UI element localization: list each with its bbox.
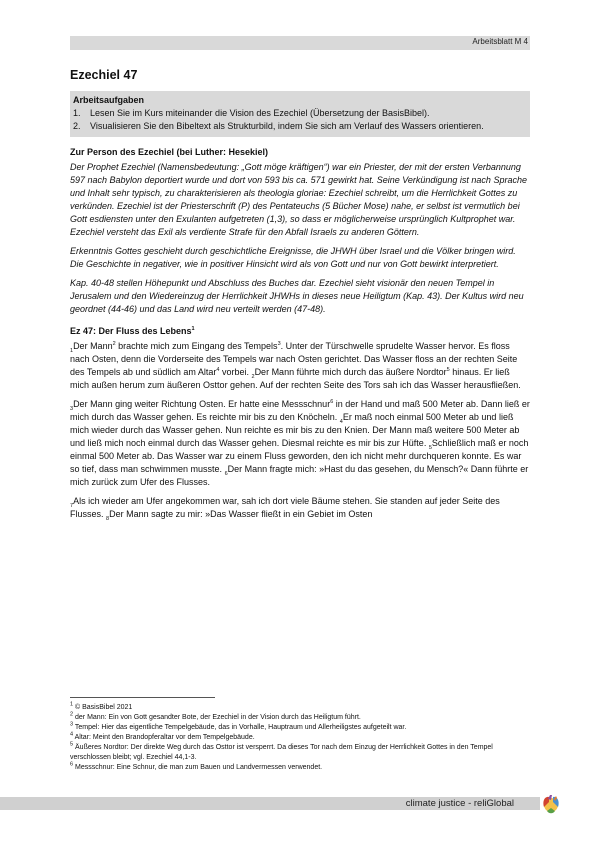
verse-number: 1 (70, 347, 74, 354)
verse-number: 4 (339, 418, 343, 425)
bible-text: Der Mann führte mich durch das äußere Nordtor (254, 367, 447, 377)
footnote-ref: 1 (191, 326, 195, 332)
main-content (70, 68, 530, 527)
footnote-ref: 2 (112, 341, 116, 347)
footer-bar (0, 797, 540, 810)
footnote-text: © BasisBibel 2021 (75, 704, 133, 711)
footnote-number: 6 (70, 761, 74, 768)
footnote (70, 703, 530, 713)
footnote-text: Messschnur: Eine Schnur, die man zum Bauen und Landvermessen verwendet. (75, 764, 323, 771)
task-item (73, 120, 527, 133)
bible-text: in der Hand und maß 500 Meter ab. Dann ließ er mich durch das Wasser gehen. Es reichte mir bis zu den Knöcheln. (70, 399, 530, 422)
footnote-number: 1 (70, 701, 74, 708)
river-heading (70, 326, 530, 336)
task-text: Visualisieren Sie den Bibeltext als Strukturbild, indem Sie sich am Verlauf des Wassers orientieren. (90, 121, 484, 131)
footnote-text: Altar: Meint den Brandopferaltar vor dem Tempelgebäude. (74, 734, 255, 741)
bible-text: Schließlich maß er noch einmal 500 Meter ab. Das Wasser war zu einem Fluss geworden, den ich nicht mehr durchqueren konnte. Es war so tief, dass man schwimmen musste. (70, 438, 529, 474)
footnotes (70, 703, 530, 773)
footnote-ref: 5 (446, 367, 450, 373)
page-title: Ezechiel 47 (70, 68, 138, 82)
footer-label: climate justice - reliGlobal (405, 798, 514, 809)
footnote (70, 723, 530, 733)
footnote (70, 713, 530, 723)
footnote-number: 3 (70, 721, 74, 728)
worksheet-label: Arbeitsblatt M 4 (472, 37, 528, 46)
verse-number: 2 (251, 373, 255, 380)
verse-number: 7 (70, 502, 74, 509)
task-box (70, 91, 530, 137)
footnote-number: 4 (70, 731, 74, 738)
footnote-text: Äußeres Nordtor: Der direkte Weg durch das Osttor ist versperrt. Da dieses Tor nach dem Einzug der Herrlichkeit Gottes in den Tempel verschlossen bleibt; vgl. Ezechiel 44,1-3. (70, 744, 493, 761)
verse-number: 5 (428, 444, 432, 451)
footnote-ref: 6 (330, 399, 334, 405)
footnote-ref: 3 (277, 341, 281, 347)
religlobal-hands-logo-icon (540, 793, 562, 815)
person-heading: Zur Person des Ezechiel (bei Luther: Hesekiel) (70, 147, 269, 157)
task-item (73, 107, 527, 120)
person-paragraph: Der Prophet Ezechiel (Namensbedeutung: „Gott möge kräftigen“) war ein Priester, der mit der ersten Verbannung 597 nach Babylon deportiert wurde und dort von 593 bis ca. 571 gewirkt hat. Seine Verkündigung ist nach Sprache und Inhalt sehr typisch, zu charakterisieren als theologia gloriae: Ezechiel schreibt, um die Herrlichkeit Gottes zu verkünden. Ezechiel ist der Priesterschrift (P) des Pentateuchs (5 Bücher Mose) nahe, er selbst ist vermutlich bei Gott esdiensten unter den Exulanten aufgetreten (1,3), so dass er möglicherweise ursprünglich Kultprophet war. Ezechiel versteht das Exil als verdiente Strafe für den Abfall Israels zu anderen Göttern. (70, 162, 527, 237)
footnote (70, 743, 530, 763)
bible-text: Er maß noch einmal 500 Meter ab und ließ mich wieder durch das Wasser gehen. Nun reichte es mir bis zu den Knien. Der Mann maß weitere 500 Meter ab und ließ mich noch einmal durch das Wasser gehen. Diesmal reichte es mir bis zur Hüfte. (70, 412, 520, 448)
person-paragraph: Kap. 40-48 stellen Höhepunkt und Abschluss des Buches dar. Ezechiel sieht visionär den neuen Tempel in Jerusalem und den Wiedereinzug der Herrlichkeit JHWHs in dieses neue Heiligtum (Kap. 43). Der Kultus wird neu geordnet (44-46) und das Land wird neu verteilt werden (47-48). (70, 278, 524, 314)
bible-paragraph (70, 340, 530, 392)
task-number: 1. (73, 108, 81, 118)
bible-text: Der Mann (73, 341, 113, 351)
verse-number: 8 (106, 515, 110, 522)
header-bar (70, 36, 530, 50)
verse-number: 6 (224, 470, 228, 477)
bible-paragraph (70, 495, 530, 521)
bible-text: Als ich wieder am Ufer angekommen war, sah ich dort viele Bäume stehen. Sie standen auf jeder Seite des Flusses. (70, 496, 500, 519)
bible-paragraph (70, 398, 530, 489)
task-box-title: Arbeitsaufgaben (73, 95, 145, 105)
footnote-text: Tempel: Hier das eigentliche Tempelgebäude, das in Vorhalle, Hauptraum und Allerheiligstes aufgeteilt war. (74, 724, 407, 731)
bible-text: Der Mann fragte mich: »Hast du das gesehen, du Mensch?« Dann führte er mich zurück zum Ufer des Flusses. (70, 464, 529, 487)
bible-text: hinaus. Er ließ mich außen herum zum äußeren Osttor gehen. Auf der rechten Seite des Tors sah ich das Wasser herausfließen. (70, 367, 521, 390)
task-text: Lesen Sie im Kurs miteinander die Vision des Ezechiel (Übersetzung der BasisBibel). (90, 108, 430, 118)
footnote (70, 733, 530, 743)
river-heading-text: Ez 47: Der Fluss des Lebens (70, 326, 192, 336)
bible-text: Der Mann sagte zu mir: »Das Wasser fließt in ein Gebiet im Osten (109, 509, 373, 519)
bible-text: brachte mich zum Eingang des Tempels (115, 341, 278, 351)
bible-text: Der Mann ging weiter Richtung Osten. Er hatte eine Messschnur (73, 399, 331, 409)
footnote-number: 5 (70, 741, 74, 748)
bible-text: . Unter der Türschwelle sprudelte Wasser hervor. Es floss nach Osten, denn die Vorderseite des Tempels war nach Osten gerichtet. Das Wasser floss an der rechten Seite des Tempels ab und südlich am Altar (70, 341, 518, 377)
footnote-text: der Mann: Ein von Gott gesandter Bote, der Ezechiel in der Vision durch das Heiligtum führt. (75, 714, 361, 721)
bible-text: vorbei. (219, 367, 252, 377)
footnote (70, 763, 530, 773)
footnote-divider (70, 697, 215, 698)
footnote-ref: 4 (216, 367, 220, 373)
verse-number: 3 (70, 405, 74, 412)
person-paragraph: Erkenntnis Gottes geschieht durch geschichtliche Ereignisse, die JHWH über Israel und die Völker bringen wird. Die Geschichte in negativer, wie in positiver Hinsicht wird als von Gott und nur von Gott bewirkt interpretiert. (70, 246, 516, 269)
task-number: 2. (73, 121, 81, 131)
footnote-number: 2 (70, 711, 74, 718)
